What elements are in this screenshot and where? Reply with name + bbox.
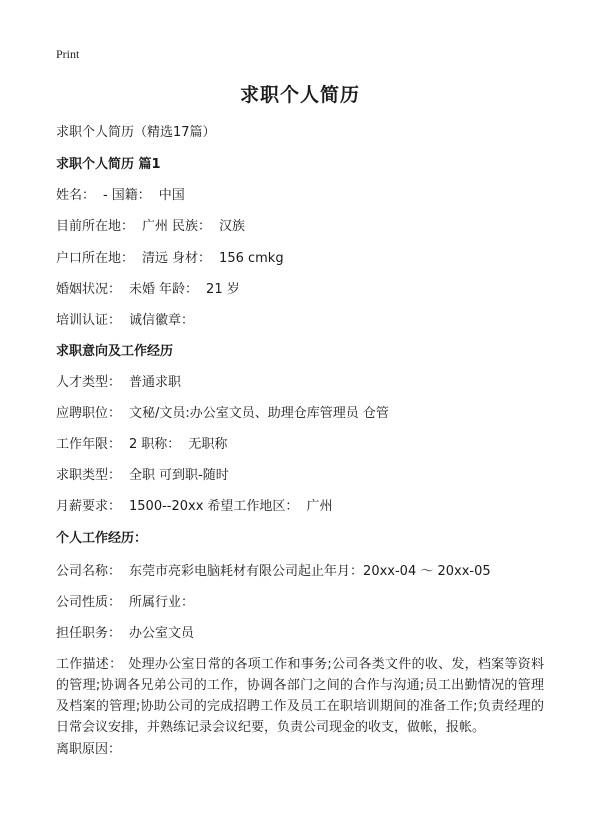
- years-label: 工作年限：: [56, 437, 122, 452]
- row-hukou-height: [56, 247, 284, 266]
- height-value: 156 cmkg: [219, 251, 284, 266]
- row-certification: [56, 309, 194, 328]
- available-label: 可到职-: [159, 468, 203, 483]
- ethnicity-label: 民族：: [172, 219, 212, 234]
- height-label: 身材：: [172, 251, 212, 266]
- years-value: 2: [129, 437, 138, 452]
- nationality-value: 中国: [158, 188, 185, 203]
- talent-label: 人才类型：: [56, 375, 122, 390]
- talent-value: 普通求职: [129, 375, 182, 390]
- age-value: 21 岁: [206, 282, 240, 297]
- cert-value: 诚信徽章：: [129, 313, 195, 328]
- marital-value: 未婚: [129, 282, 156, 297]
- document-title: 求职个人简历: [239, 84, 360, 106]
- location-value: 广州: [142, 219, 169, 234]
- age-label: 年龄：: [159, 282, 199, 297]
- desc-label: 工作描述：: [56, 657, 123, 672]
- period-value: 20xx-04 ～ 20xx-05: [363, 564, 491, 579]
- row-location-ethnicity: [56, 215, 245, 234]
- company-value: 东莞市亮彩电脑耗材有限公司: [129, 564, 299, 579]
- row-marital-age: [56, 278, 240, 297]
- nature-label: 公司性质：: [56, 595, 122, 610]
- row-nature-industry: [56, 591, 194, 610]
- leave-label: 离职原因：: [56, 742, 122, 757]
- available-value: 随时: [202, 468, 229, 483]
- industry-label: 所属行业：: [129, 595, 195, 610]
- hukou-value: 清远: [142, 251, 169, 266]
- position-value: 文秘/文员:办公室文员、助理仓库管理员 仓管: [129, 406, 389, 421]
- company-label: 公司名称：: [56, 564, 122, 579]
- row-job-type: [56, 464, 229, 483]
- row-company-period: [56, 560, 491, 579]
- hukou-label: 户口所在地：: [56, 251, 135, 266]
- title-label: 职称：: [141, 437, 181, 452]
- title-value: 无职称: [188, 437, 228, 452]
- marital-label: 婚姻状况：: [56, 282, 122, 297]
- salary-label: 月薪要求：: [56, 499, 122, 514]
- ethnicity-value: 汉族: [219, 219, 246, 234]
- cert-label: 培训认证：: [56, 313, 122, 328]
- row-name-nationality: [56, 184, 185, 203]
- section-heading-2: 求职意向及工作经历: [56, 344, 174, 359]
- location-label: 目前所在地：: [56, 219, 135, 234]
- area-value: 广州: [306, 499, 333, 514]
- section-heading-3: 个人工作经历：: [56, 531, 148, 546]
- duty-label: 担任职务：: [56, 626, 122, 641]
- salary-value: 1500--20xx: [129, 499, 204, 514]
- nationality-label: 国籍：: [111, 188, 151, 203]
- row-leave-reason: [56, 738, 121, 757]
- row-years-title: [56, 433, 227, 452]
- jobtype-label: 求职类型：: [56, 468, 122, 483]
- row-salary-area: [56, 495, 332, 514]
- row-talent-type: [56, 371, 181, 390]
- duty-value: 办公室文员: [129, 626, 195, 641]
- row-work-description: [56, 654, 544, 738]
- desc-value: 处理办公室日常的各项工作和事务;公司各类文件的收、发，档案等资料的管理;协调各兄弟公司的工作，协调各部门之间的合作与沟通;员工出勤情况的管理及档案的管理;协助公司的完成招聘工作及员工在职培训期间的准备工作;负责经理的日常会议安排，并熟练记录会议纪要，负责公司现金的收支，做帐，报帐。: [56, 657, 544, 735]
- name-value: -: [103, 188, 108, 203]
- section-heading-1: 求职个人简历 篇1: [56, 157, 161, 172]
- area-label: 希望工作地区：: [207, 499, 299, 514]
- position-label: 应聘职位：: [56, 406, 122, 421]
- jobtype-value: 全职: [129, 468, 156, 483]
- row-position: [56, 402, 389, 421]
- row-duty: [56, 622, 194, 641]
- name-label: 姓名：: [56, 188, 96, 203]
- print-label[interactable]: Print: [56, 47, 80, 61]
- period-label: 起止年月：: [298, 564, 364, 579]
- document-subtitle: 求职个人简历（精选17篇）: [56, 125, 216, 140]
